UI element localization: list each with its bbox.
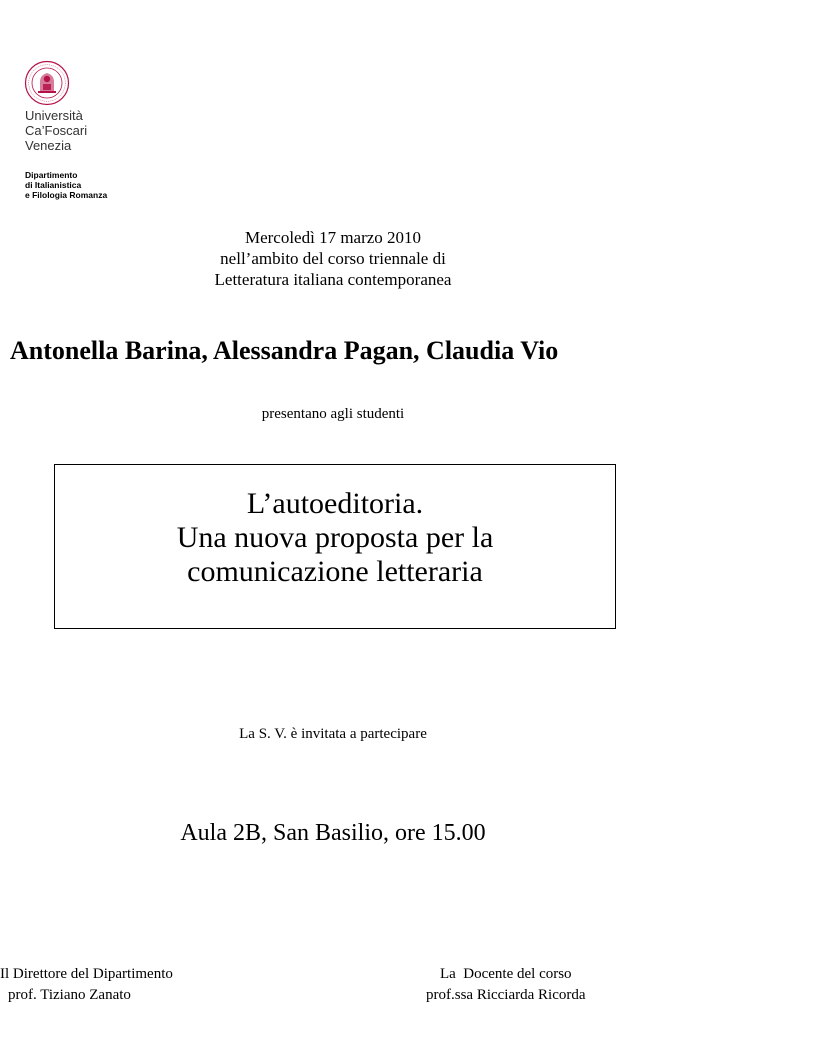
event-date: Mercoledì 17 marzo 2010 — [244, 228, 422, 247]
signature-role: Il Direttore del Dipartimento — [0, 966, 173, 982]
event-context-line: nell’ambito del corso triennale di — [220, 249, 446, 268]
department-name-line: Dipartimento — [25, 170, 78, 180]
department-name-line: di Italianistica — [25, 180, 82, 190]
university-name-line: Ca’Foscari — [25, 123, 88, 138]
university-name — [25, 108, 87, 153]
talk-title-line: L’autoeditoria. — [246, 487, 424, 520]
university-name-line: Università — [25, 108, 83, 123]
department-name-line: e Filologia Romanza — [25, 190, 108, 200]
signature-director — [0, 964, 173, 1006]
event-course-name: Letteratura italiana contemporanea — [214, 270, 452, 289]
speakers-heading: Antonella Barina, Alessandra Pagan, Claudia Vio — [10, 336, 559, 365]
talk-title-line: Una nuova proposta per la — [176, 521, 494, 554]
talk-title-box — [54, 464, 616, 629]
talk-title-line: comunicazione letteraria — [187, 555, 483, 588]
university-name-line: Venezia — [25, 138, 72, 153]
signature-teacher — [426, 964, 586, 1006]
signature-role: La Docente del corso — [439, 966, 572, 982]
signature-name: prof.ssa Ricciarda Ricorda — [426, 987, 586, 1003]
invitation-text: La S. V. è invitata a partecipare — [239, 726, 427, 742]
presentation-intro: presentano agli studenti — [261, 406, 405, 422]
event-location-time: Aula 2B, San Basilio, ore 15.00 — [180, 820, 486, 846]
signature-name: prof. Tiziano Zanato — [8, 987, 131, 1003]
event-header — [0, 227, 666, 290]
university-seal-logo — [24, 60, 70, 106]
department-name — [25, 170, 107, 200]
